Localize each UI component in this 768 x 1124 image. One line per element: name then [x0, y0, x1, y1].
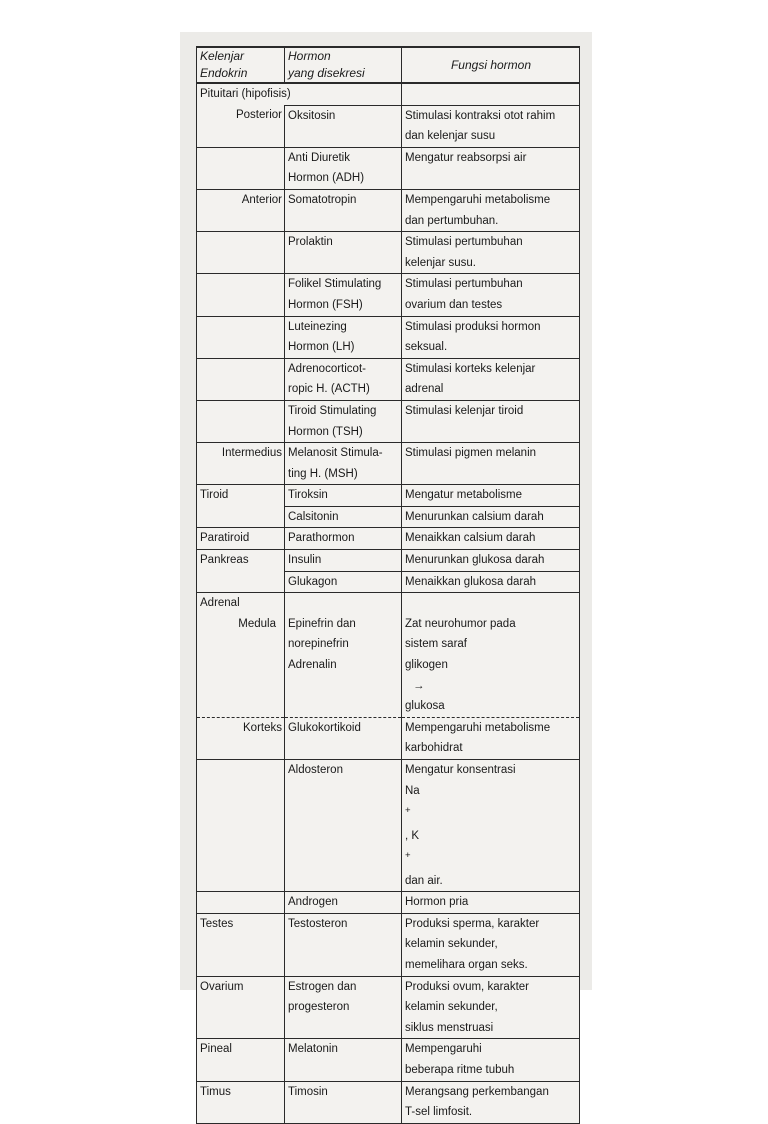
header-hormon: Hormon yang disekresi — [285, 47, 402, 83]
table-row — [197, 571, 580, 593]
fungsi-oksitosin: Stimulasi kontraksi otot rahim dan kelenjar susu — [402, 105, 580, 147]
gland-pituitari: Pituitari (hipofisis) — [197, 83, 402, 105]
fungsi-glukokortikoid: Mempengaruhi metabolisme karbohidrat — [402, 717, 580, 759]
fungsi-acth: Stimulasi korteks kelenjar adrenal — [402, 358, 580, 400]
table-row — [197, 485, 580, 507]
hormon-androgen: Androgen — [285, 892, 402, 914]
table-row — [197, 400, 580, 442]
fungsi-parathormon: Menaikkan calsium darah — [402, 528, 580, 550]
hormon-testosteron: Testosteron — [285, 913, 402, 976]
fungsi-adh: Mengatur reabsorpsi air — [402, 147, 580, 189]
section-posterior: Posterior — [197, 105, 285, 147]
fungsi-adrenalin: glikogen → glukosa — [405, 659, 448, 713]
table-row — [197, 105, 580, 147]
section-anterior: Anterior — [197, 189, 285, 231]
gland-timus: Timus — [197, 1081, 285, 1123]
table-row — [197, 358, 580, 400]
table-row — [197, 892, 580, 914]
header-row — [197, 47, 580, 83]
table-row — [197, 506, 580, 528]
table-row — [197, 443, 580, 485]
gland-pineal: Pineal — [197, 1039, 285, 1081]
fungsi-tiroksin: Mengatur metabolisme — [402, 485, 580, 507]
hormon-adrenalin: Adrenalin — [288, 659, 337, 672]
section-medula: Medula — [238, 617, 276, 630]
header-fungsi: Fungsi hormon — [402, 47, 580, 83]
hormon-somatotropin: Somatotropin — [285, 189, 402, 231]
fungsi-somatotropin: Mempengaruhi metabolisme dan pertumbuhan. — [402, 189, 580, 231]
hormon-oksitosin: Oksitosin — [285, 105, 402, 147]
fungsi-prolaktin: Stimulasi pertumbuhan kelenjar susu. — [402, 232, 580, 274]
table-row — [197, 717, 580, 759]
fungsi-testosteron: Produksi sperma, karakter kelamin sekunder, memelihara organ seks. — [402, 913, 580, 976]
table-row — [197, 1081, 580, 1123]
section-korteks: Korteks — [197, 717, 285, 759]
fungsi-tsh: Stimulasi kelenjar tiroid — [402, 400, 580, 442]
header-kelenjar: Kelenjar Endokrin — [197, 47, 285, 83]
hormon-tiroksin: Tiroksin — [285, 485, 402, 507]
hormon-parathormon: Parathormon — [285, 528, 402, 550]
hormon-timosin: Timosin — [285, 1081, 402, 1123]
fungsi-kalsitonin: Menurunkan calsium darah — [402, 506, 580, 528]
hormon-melatonin: Melatonin — [285, 1039, 402, 1081]
hormon-acth: Adrenocorticot- ropic H. (ACTH) — [285, 358, 402, 400]
arrow-right-icon: → — [413, 679, 425, 692]
hormon-glukagon: Glukagon — [285, 571, 402, 593]
hormon-prolaktin: Prolaktin — [285, 232, 402, 274]
fungsi-aldosteron: Mengatur konsentrasi Na + , K + dan air. — [402, 760, 580, 892]
gland-testes: Testes — [197, 913, 285, 976]
hormon-aldosteron: Aldosteron — [285, 760, 402, 892]
table-row — [197, 550, 580, 572]
gland-tiroid: Tiroid — [197, 485, 285, 507]
hormon-msh: Melanosit Stimula- ting H. (MSH) — [285, 443, 402, 485]
hormon-epinefrin: Epinefrin dan norepinefrin Adrenalin — [285, 593, 402, 718]
fungsi-androgen: Hormon pria — [402, 892, 580, 914]
fungsi-estrogen: Produksi ovum, karakter kelamin sekunder, siklus menstruasi — [402, 976, 580, 1039]
table-row — [197, 1039, 580, 1081]
hormon-adh: Anti Diuretik Hormon (ADH) — [285, 147, 402, 189]
gland-paratiroid: Paratiroid — [197, 528, 285, 550]
hormon-glukokortikoid: Glukokortikoid — [285, 717, 402, 759]
fungsi-timosin: Merangsang perkembangan T-sel limfosit. — [402, 1081, 580, 1123]
table-row — [197, 274, 580, 316]
fungsi-melatonin: Mempengaruhi beberapa ritme tubuh — [402, 1039, 580, 1081]
table-row — [197, 83, 580, 105]
table-row — [197, 528, 580, 550]
table-row — [197, 760, 580, 892]
fungsi-lh: Stimulasi produksi hormon seksual. — [402, 316, 580, 358]
fungsi-glukagon: Menaikkan glukosa darah — [402, 571, 580, 593]
hormon-estrogen: Estrogen dan progesteron — [285, 976, 402, 1039]
section-intermedius: Intermedius — [197, 443, 285, 485]
table-row — [197, 232, 580, 274]
gland-pankreas: Pankreas — [197, 550, 285, 572]
hormon-tsh: Tiroid Stimulating Hormon (TSH) — [285, 400, 402, 442]
table-row — [197, 189, 580, 231]
fungsi-fsh: Stimulasi pertumbuhan ovarium dan testes — [402, 274, 580, 316]
hormon-fsh: Folikel Stimulating Hormon (FSH) — [285, 274, 402, 316]
hormon-insulin: Insulin — [285, 550, 402, 572]
fungsi-epinefrin: Zat neurohumor pada sistem saraf glikogen → glukosa — [402, 593, 580, 718]
hormon-kalsitonin: Calsitonin — [285, 506, 402, 528]
fungsi-insulin: Menurunkan glukosa darah — [402, 550, 580, 572]
table-row — [197, 976, 580, 1039]
table-row — [197, 147, 580, 189]
hormon-lh: Luteinezing Hormon (LH) — [285, 316, 402, 358]
fungsi-msh: Stimulasi pigmen melanin — [402, 443, 580, 485]
endocrine-table — [196, 46, 580, 1124]
gland-ovarium: Ovarium — [197, 976, 285, 1039]
table-row — [197, 593, 580, 718]
table-row — [197, 913, 580, 976]
gland-adrenal: Adrenal Medula — [197, 593, 285, 718]
table-row — [197, 316, 580, 358]
